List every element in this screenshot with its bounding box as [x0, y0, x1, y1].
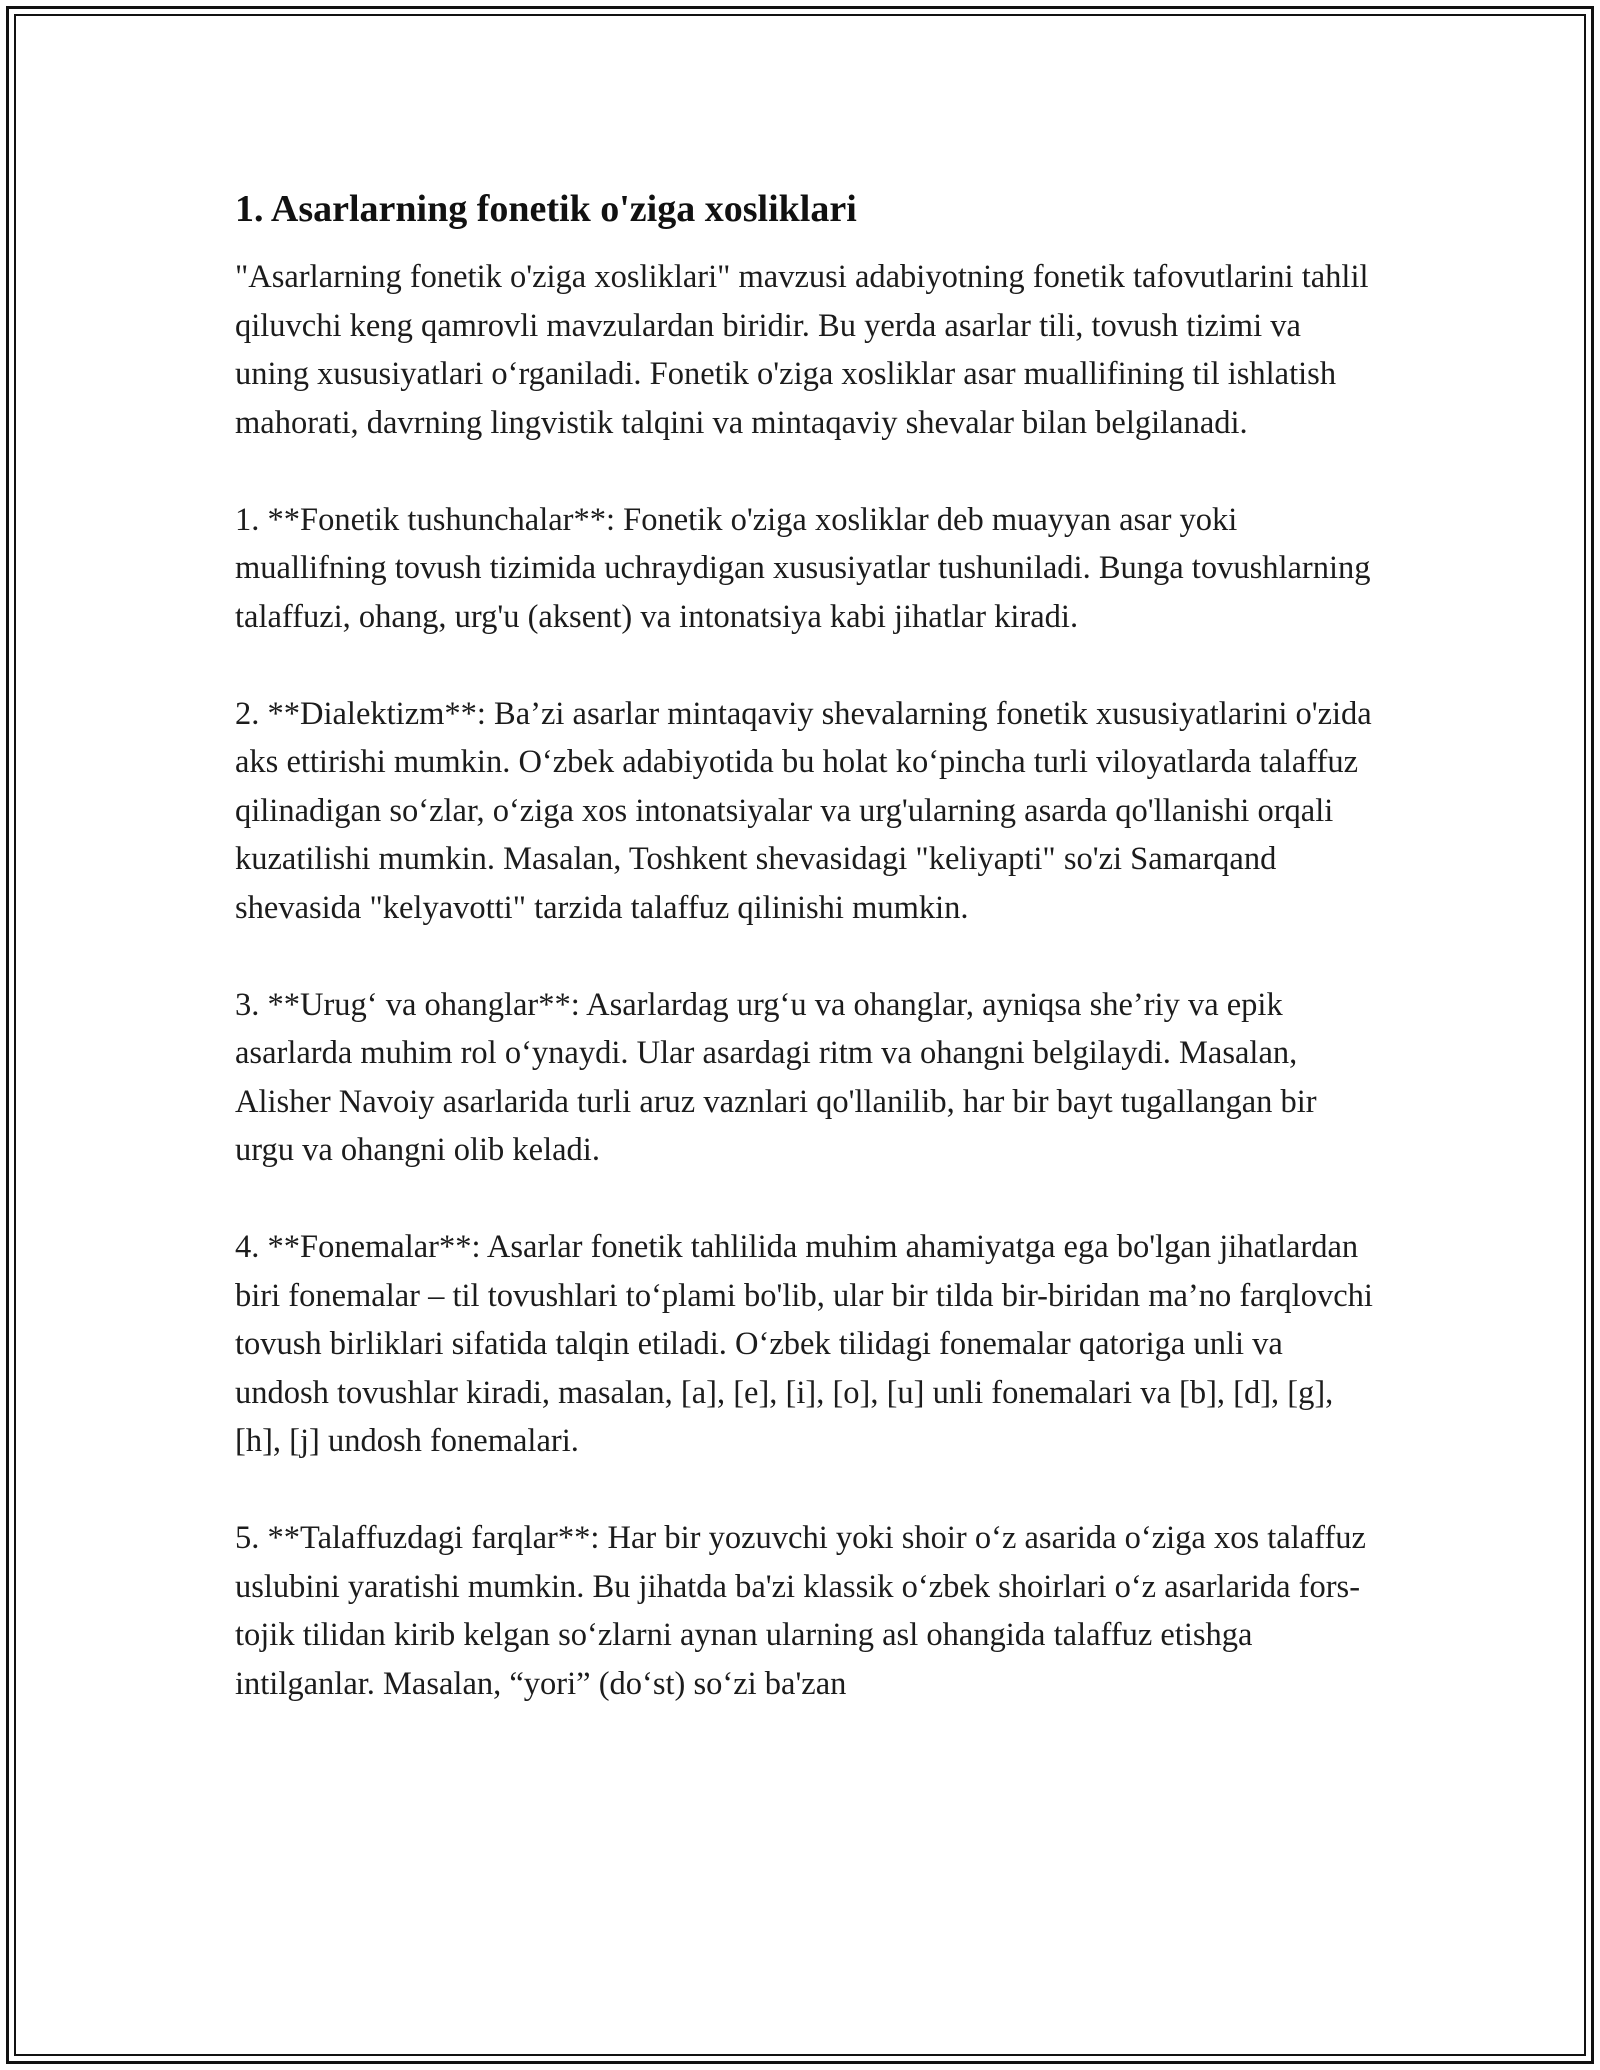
section-heading: 1. Asarlarning fonetik o'ziga xosliklari [235, 188, 857, 230]
paragraph-fonemalar: 4. **Fonemalar**: Asarlar fonetik tahlilida muhim ahamiyatga ega bo'lgan jihatlardan biri fonemalar – til tovushlari to‘plami bo'lib, ular bir tilda bir-biridan ma’no farqlovchi tovush birliklari sifatida talqin etiladi. O‘zbek tilidagi fonemalar qatoriga unli va undosh tovushlar kiradi, masalan, [a], [e], [i], [o], [u] unli fonemalari va [b], [d], [g], [h], [j] undosh fonemalari. [235, 1229, 1373, 1459]
paragraph-dialektizm: 2. **Dialektizm**: Ba’zi asarlar mintaqaviy shevalarning fonetik xususiyatlarini o'zida aks ettirishi mumkin. O‘zbek adabiyotida bu holat ko‘pincha turli viloyatlarda talaffuz qilinadigan so‘zlar, o‘ziga xos intonatsiyalar va urg'ularning asarda qo'llanishi orqali kuzatilishi mumkin. Masalan, Toshkent shevasidagi "keliyapti" so'zi Samarqand shevasida "kelyavotti" tarzida talaffuz qilinishi mumkin. [235, 695, 1372, 926]
document-page [235, 185, 1375, 1757]
paragraph-fonetik-tushunchalar: 1. **Fonetik tushunchalar**: Fonetik o'ziga xosliklar deb muayyan asar yoki muallifning tovush tizimida uchraydigan xususiyatlar tushuniladi. Bunga tovushlarning talaffuzi, ohang, urg'u (aksent) va intonatsiya kabi jihatlar kiradi. [235, 501, 1371, 635]
paragraph-urug-va-ohanglar: 3. **Urug‘ va ohanglar**: Asarlardag urg‘u va ohanglar, ayniqsa she’riy va epik asarlarda muhim rol o‘ynaydi. Ular asardagi ritm va ohangni belgilaydi. Masalan, Alisher Navoiy asarlarida turli aruz vaznlari qo'llanilib, har bir bayt tugallangan bir urgu va ohangni olib keladi. [235, 986, 1317, 1168]
paragraph-talaffuzdagi-farqlar: 5. **Talaffuzdagi farqlar**: Har bir yozuvchi yoki shoir o‘z asarida o‘ziga xos talaffuz uslubini yaratishi mumkin. Bu jihatda ba'zi klassik o‘zbek shoirlari o‘z asarlarida fors-tojik tilidan kirib kelgan so‘zlarni aynan ularning asl ohangida talaffuz etishga intilganlar. Masalan, “yori” (do‘st) so‘zi ba'zan [235, 1520, 1366, 1702]
intro-paragraph: "Asarlarning fonetik o'ziga xosliklari" mavzusi adabiyotning fonetik tafovutlarini tahlil qiluvchi keng qamrovli mavzulardan biridir. Bu yerda asarlar tili, tovush tizimi va uning xususiyatlari o‘rganiladi. Fonetik o'ziga xosliklar asar muallifining til ishlatish mahorati, davrning lingvistik talqini va mintaqaviy shevalar bilan belgilanadi. [235, 259, 1369, 441]
